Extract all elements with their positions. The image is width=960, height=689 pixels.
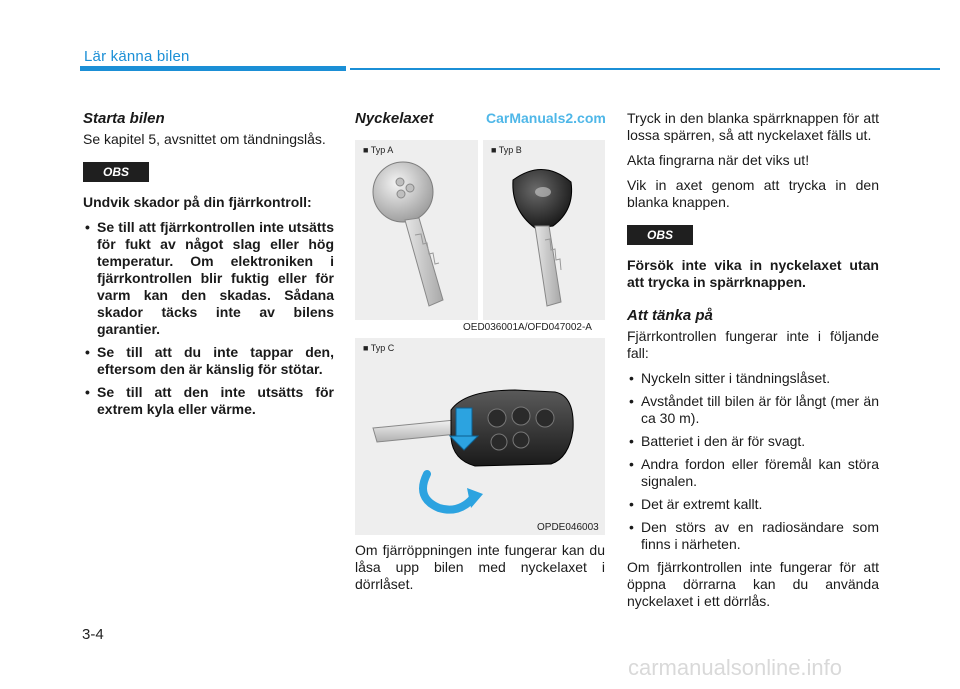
heading-starta-bilen: Starta bilen (83, 110, 165, 127)
list-item: • Se till att den inte utsätts för extrem kyla eller värme. (83, 384, 334, 418)
fig-label-b: ■ Typ B (491, 145, 522, 155)
figure-key-type-c (355, 338, 605, 535)
flip-key-icon (355, 338, 605, 535)
column-nyckelaxet-cont (627, 110, 879, 618)
header-rule-thin (350, 68, 940, 70)
obs-badge: OBS (83, 162, 149, 182)
closing-text: Om fjärrkontrollen inte fungerar för att öppna dörrarna kan du använda nyckelaxet i ett dörrlås. (627, 559, 879, 609)
key-type-a-icon (355, 140, 478, 320)
figure-key-type-b (483, 140, 605, 320)
figure-code-c: OPDE046003 (537, 522, 599, 533)
column-starta-bilen (83, 110, 334, 424)
heading-att-tanka-pa: Att tänka på (627, 307, 713, 324)
fig-label-a: ■ Typ A (363, 145, 394, 155)
watermark-top[interactable]: CarManuals2.com (486, 110, 606, 126)
list-item: • Den störs av en radiosändare som finns i närheten. (627, 519, 879, 553)
list-item: • Nyckeln sitter i tändningslåset. (627, 370, 879, 387)
figure-code-ab: OED036001A/OFD047002-A (460, 322, 595, 333)
key-type-b-icon (483, 140, 605, 320)
list-item: • Det är extremt kallt. (627, 496, 879, 513)
section-title: Lär känna bilen (84, 48, 190, 65)
warning-title: Undvik skador på din fjärrkontroll: (83, 194, 312, 210)
fig-label-c: ■ Typ C (363, 343, 395, 353)
obs-text: Försök inte vika in nyckelaxet utan att trycka in spärrknappen. (627, 257, 879, 290)
heading-nyckelaxet: Nyckelaxet (355, 110, 434, 127)
obs-badge: OBS (627, 225, 693, 245)
fold-text: Vik in axet genom att trycka in den blanka knappen. (627, 177, 879, 210)
page-number: 3-4 (82, 626, 104, 643)
list-item: • Se till att fjärrkontrollen inte utsätts för fukt av något slag eller hög temperatur. Om elektroniken i fjärrkontrollen blir fuktig eller för varm kan den skadas. Sådana skador täcks inte av bilens garantier. (83, 219, 334, 338)
down-arrow-icon (456, 408, 472, 438)
warning-list (83, 219, 334, 418)
remote-intro: Fjärrkontrollen fungerar inte i följande fall: (627, 328, 879, 361)
list-item: • Avståndet till bilen är för långt (mer än ca 30 m). (627, 393, 879, 427)
list-item: • Andra fordon eller föremål kan störa signalen. (627, 456, 879, 490)
fingers-warning: Akta fingrarna när det viks ut! (627, 152, 810, 168)
intro-text: Se kapitel 5, avsnittet om tändningslås. (83, 131, 326, 147)
list-item: • Batteriet i den är för svagt. (627, 433, 879, 450)
release-text: Tryck in den blanka spärrknappen för att lossa spärren, så att nyckelaxet fälls ut. (627, 110, 879, 143)
rotate-arrow-icon (423, 474, 473, 510)
header-rule-thick (80, 66, 346, 71)
figure-key-type-a (355, 140, 478, 320)
remote-failure-list (627, 370, 879, 553)
list-item: • Se till att du inte tappar den, eftersom den är känslig för stötar. (83, 344, 334, 378)
watermark-bottom[interactable]: carmanualsonline.info (628, 655, 843, 680)
nyckelaxet-text: Om fjärröppningen inte fungerar kan du låsa upp bilen med nyckelaxet i dörrlåset. (355, 542, 605, 592)
